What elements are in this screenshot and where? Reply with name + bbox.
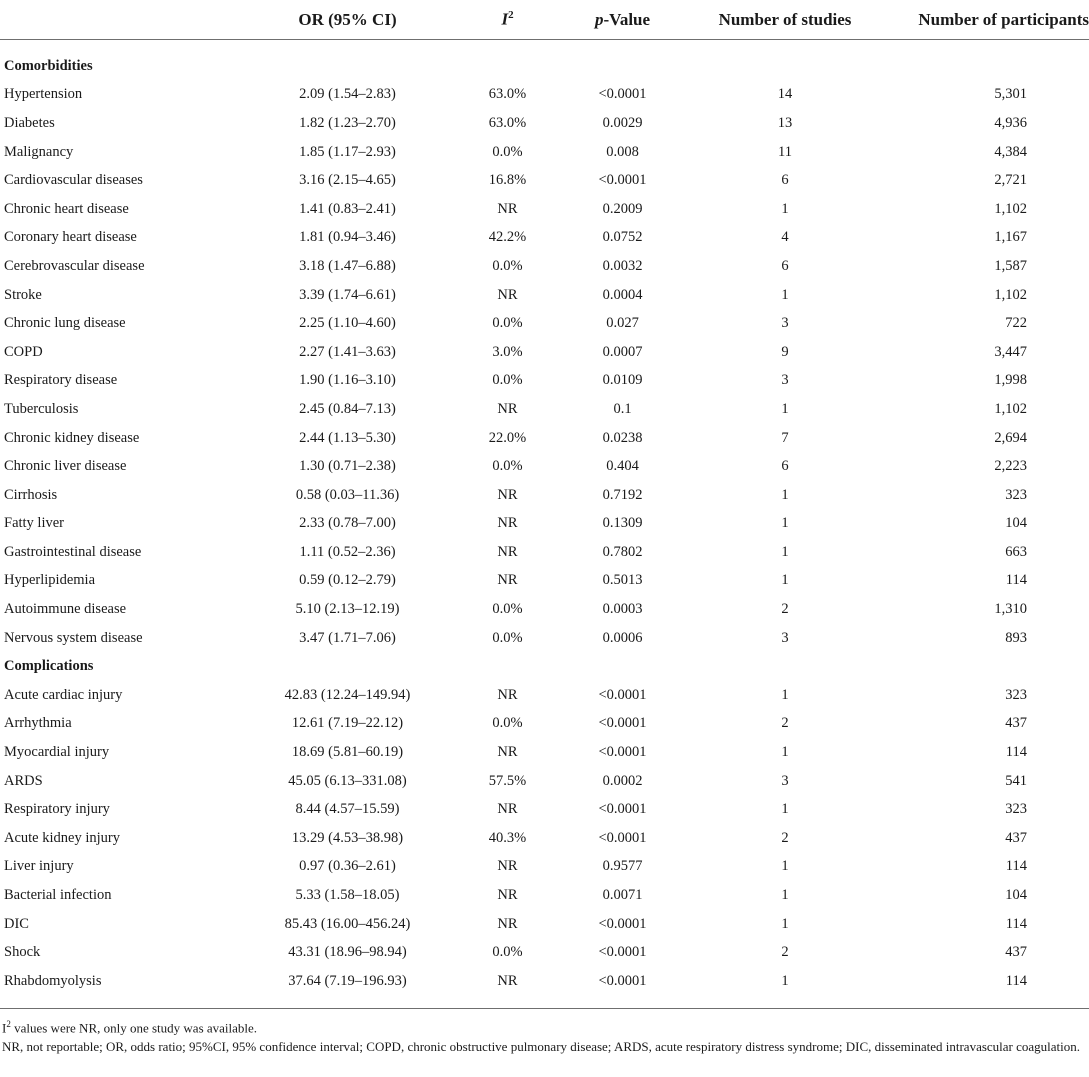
- p-value: <0.0001: [598, 715, 647, 732]
- p-value: 0.027: [606, 315, 639, 332]
- i2-value: 0.0%: [492, 715, 523, 732]
- or-value: 18.69 (5.81–60.19): [291, 744, 404, 761]
- table-row: [0, 595, 1089, 624]
- table-header: [0, 0, 1089, 40]
- studies-count: 3: [781, 629, 789, 646]
- footnote-1-text: values were NR, only one study was available.: [10, 1020, 258, 1036]
- i2-value: 0.0%: [492, 143, 523, 160]
- table-row: [0, 624, 1089, 653]
- studies-count: 1: [781, 858, 789, 875]
- studies-count: 1: [781, 972, 789, 989]
- row-label: Respiratory injury: [4, 801, 110, 818]
- p-value: <0.0001: [598, 744, 647, 761]
- header-p-suffix: -Value: [603, 9, 651, 29]
- p-value: 0.0002: [602, 772, 643, 789]
- i2-value: 0.0%: [492, 601, 523, 618]
- participants-count: 1,998: [994, 372, 1027, 389]
- studies-count: 11: [778, 143, 792, 160]
- i2-value: NR: [497, 801, 518, 818]
- participants-count: 663: [1005, 543, 1027, 560]
- participants-count: 437: [1005, 944, 1027, 961]
- row-label: Tuberculosis: [4, 400, 79, 417]
- header-participants: Number of participants: [890, 0, 1089, 40]
- row-label: Respiratory disease: [4, 372, 118, 389]
- row-label: Liver injury: [4, 858, 74, 875]
- i2-value: 0.0%: [492, 372, 523, 389]
- header-or: OR (95% CI): [205, 0, 450, 40]
- or-value: 2.33 (0.78–7.00): [299, 515, 396, 532]
- table-row: [0, 281, 1089, 310]
- studies-count: 4: [781, 229, 789, 246]
- or-value: 1.41 (0.83–2.41): [299, 200, 396, 217]
- footnote-1: [2, 1015, 1089, 1037]
- table-body: [0, 40, 1089, 996]
- i2-value: 63.0%: [488, 86, 527, 103]
- row-label: Acute cardiac injury: [4, 686, 123, 703]
- table-row: [0, 738, 1089, 767]
- table-row: [0, 338, 1089, 367]
- i2-value: NR: [497, 286, 518, 303]
- participants-count: 104: [1005, 887, 1027, 904]
- or-value: 0.58 (0.03–11.36): [295, 486, 400, 503]
- i2-value: NR: [497, 515, 518, 532]
- studies-count: 2: [781, 944, 789, 961]
- studies-count: 6: [781, 458, 789, 475]
- section-title: Comorbidities: [4, 57, 93, 74]
- participants-count: 2,694: [994, 429, 1027, 446]
- studies-count: 6: [781, 257, 789, 274]
- row-label: Cerebrovascular disease: [4, 257, 145, 274]
- i2-value: 57.5%: [488, 772, 527, 789]
- studies-count: 1: [781, 200, 789, 217]
- studies-count: 1: [781, 915, 789, 932]
- or-value: 3.39 (1.74–6.61): [299, 286, 396, 303]
- table-row: [0, 395, 1089, 424]
- or-value: 2.09 (1.54–2.83): [299, 86, 396, 103]
- or-value: 2.45 (0.84–7.13): [299, 400, 396, 417]
- p-value: 0.5013: [602, 572, 643, 589]
- header-studies: Number of studies: [680, 0, 890, 40]
- i2-value: NR: [497, 486, 518, 503]
- p-value: 0.0032: [602, 257, 643, 274]
- p-value: 0.0071: [602, 887, 643, 904]
- row-label: Rhabdomyolysis: [4, 972, 102, 989]
- participants-count: 2,721: [994, 172, 1027, 189]
- participants-count: 1,102: [994, 200, 1027, 217]
- or-value: 3.18 (1.47–6.88): [299, 257, 396, 274]
- or-value: 1.30 (0.71–2.38): [299, 458, 396, 475]
- p-value: <0.0001: [598, 686, 647, 703]
- p-value: <0.0001: [598, 915, 647, 932]
- table-row: [0, 195, 1089, 224]
- i2-value: NR: [497, 200, 518, 217]
- table-row: [0, 367, 1089, 396]
- or-value: 1.90 (1.16–3.10): [299, 372, 396, 389]
- or-value: 43.31 (18.96–98.94): [288, 944, 407, 961]
- participants-count: 722: [1005, 315, 1027, 332]
- table-row: [0, 938, 1089, 967]
- i2-value: NR: [497, 400, 518, 417]
- i2-value: 0.0%: [492, 315, 523, 332]
- table-row: [0, 881, 1089, 910]
- participants-count: 1,102: [994, 286, 1027, 303]
- participants-count: 1,310: [994, 601, 1027, 618]
- i2-value: 0.0%: [492, 458, 523, 475]
- p-value: 0.0007: [602, 343, 643, 360]
- row-label: Gastrointestinal disease: [4, 543, 142, 560]
- participants-count: 323: [1005, 486, 1027, 503]
- bottom-rule: [0, 1008, 1089, 1009]
- or-value: 45.05 (6.13–331.08): [288, 772, 407, 789]
- row-label: Malignancy: [4, 143, 74, 160]
- participants-count: 437: [1005, 829, 1027, 846]
- table-row: [0, 252, 1089, 281]
- section-header-complications: [0, 652, 1089, 681]
- row-label: Acute kidney injury: [4, 829, 120, 846]
- footnote-2: NR, not reportable; OR, odds ratio; 95%CI, 95% confidence interval; COPD, chronic obstructive pulmonary disease; ARDS, acute respiratory distress syndrome; DIC, disseminated intravascular coagulation.: [2, 1039, 1081, 1055]
- participants-count: 114: [1005, 915, 1027, 932]
- table-row: [0, 166, 1089, 195]
- participants-count: 437: [1005, 715, 1027, 732]
- table-row: [0, 424, 1089, 453]
- p-value: 0.0006: [602, 629, 643, 646]
- header-i2-sup: 2: [508, 9, 514, 22]
- footnote-1-base: I: [2, 1020, 7, 1036]
- participants-count: 3,447: [994, 343, 1027, 360]
- section-title: Complications: [4, 658, 94, 675]
- table-row: [0, 481, 1089, 510]
- studies-count: 3: [781, 372, 789, 389]
- participants-count: 1,102: [994, 400, 1027, 417]
- p-value: <0.0001: [598, 972, 647, 989]
- or-value: 3.16 (2.15–4.65): [299, 172, 396, 189]
- p-value: <0.0001: [598, 86, 647, 103]
- i2-value: 22.0%: [488, 429, 527, 446]
- i2-value: 0.0%: [492, 944, 523, 961]
- row-label: Hyperlipidemia: [4, 572, 96, 589]
- header-i2-base: I: [501, 9, 509, 29]
- studies-count: 1: [781, 686, 789, 703]
- or-value: 0.97 (0.36–2.61): [299, 858, 396, 875]
- p-value: 0.7192: [602, 486, 643, 503]
- p-value: 0.0752: [602, 229, 643, 246]
- row-label: Fatty liver: [4, 515, 65, 532]
- table-row: [0, 681, 1089, 710]
- p-value: <0.0001: [598, 829, 647, 846]
- p-value: 0.0003: [602, 601, 643, 618]
- p-value: 0.1: [613, 400, 632, 417]
- table-row: [0, 967, 1089, 996]
- p-value: <0.0001: [598, 944, 647, 961]
- i2-value: NR: [497, 915, 518, 932]
- table-row: [0, 853, 1089, 882]
- section-header-comorbidities: [0, 40, 1089, 81]
- participants-count: 114: [1005, 972, 1027, 989]
- studies-count: 1: [781, 744, 789, 761]
- row-label: COPD: [4, 343, 43, 360]
- studies-count: 2: [781, 715, 789, 732]
- or-value: 1.82 (1.23–2.70): [299, 114, 396, 131]
- participants-count: 893: [1005, 629, 1027, 646]
- studies-count: 1: [781, 515, 789, 532]
- or-value: 5.33 (1.58–18.05): [295, 887, 400, 904]
- or-value: 42.83 (12.24–149.94): [284, 686, 411, 703]
- table-row: [0, 538, 1089, 567]
- row-label: Autoimmune disease: [4, 601, 127, 618]
- row-label: ARDS: [4, 772, 43, 789]
- participants-count: 114: [1005, 744, 1027, 761]
- i2-value: NR: [497, 858, 518, 875]
- i2-value: NR: [497, 572, 518, 589]
- studies-count: 9: [781, 343, 789, 360]
- table-row: [0, 452, 1089, 481]
- table-row: [0, 81, 1089, 110]
- studies-count: 3: [781, 772, 789, 789]
- studies-count: 13: [777, 114, 793, 131]
- i2-value: NR: [497, 887, 518, 904]
- table-row: [0, 138, 1089, 167]
- or-value: 12.61 (7.19–22.12): [291, 715, 404, 732]
- studies-count: 1: [781, 543, 789, 560]
- participants-count: 4,936: [994, 114, 1027, 131]
- row-label: DIC: [4, 915, 29, 932]
- studies-count: 1: [781, 572, 789, 589]
- or-value: 8.44 (4.57–15.59): [295, 801, 400, 818]
- participants-count: 4,384: [994, 143, 1027, 160]
- or-value: 85.43 (16.00–456.24): [284, 915, 411, 932]
- p-value: 0.008: [606, 143, 639, 160]
- p-value: 0.404: [606, 458, 639, 475]
- i2-value: NR: [497, 686, 518, 703]
- or-value: 3.47 (1.71–7.06): [299, 629, 396, 646]
- i2-value: 0.0%: [492, 629, 523, 646]
- table-row: [0, 224, 1089, 253]
- participants-count: 323: [1005, 686, 1027, 703]
- p-value: 0.0004: [602, 286, 643, 303]
- i2-value: 3.0%: [492, 343, 523, 360]
- row-label: Myocardial injury: [4, 744, 110, 761]
- studies-count: 2: [781, 829, 789, 846]
- table-row: [0, 109, 1089, 138]
- or-value: 37.64 (7.19–196.93): [288, 972, 407, 989]
- studies-count: 1: [781, 286, 789, 303]
- i2-value: NR: [497, 972, 518, 989]
- table-row: [0, 309, 1089, 338]
- p-value: <0.0001: [598, 172, 647, 189]
- table-row: [0, 510, 1089, 539]
- or-value: 2.27 (1.41–3.63): [299, 343, 396, 360]
- participants-count: 5,301: [994, 86, 1027, 103]
- or-value: 0.59 (0.12–2.79): [299, 572, 396, 589]
- studies-count: 2: [781, 601, 789, 618]
- table-row: [0, 710, 1089, 739]
- i2-value: 42.2%: [488, 229, 527, 246]
- or-value: 1.11 (0.52–2.36): [299, 543, 396, 560]
- p-value: 0.7802: [602, 543, 643, 560]
- or-value: 5.10 (2.13–12.19): [295, 601, 400, 618]
- i2-value: 16.8%: [488, 172, 527, 189]
- header-i2: [450, 0, 565, 40]
- row-label: Chronic kidney disease: [4, 429, 140, 446]
- row-label: Chronic liver disease: [4, 458, 127, 475]
- participants-count: 1,167: [994, 229, 1027, 246]
- studies-count: 1: [781, 801, 789, 818]
- table-row: [0, 567, 1089, 596]
- p-value: 0.9577: [602, 858, 643, 875]
- header-label-column: [0, 0, 205, 40]
- row-label: Cirrhosis: [4, 486, 58, 503]
- participants-count: 104: [1005, 515, 1027, 532]
- header-p-value: [565, 0, 680, 40]
- participants-count: 541: [1005, 772, 1027, 789]
- p-value: 0.2009: [602, 200, 643, 217]
- or-value: 2.44 (1.13–5.30): [299, 429, 396, 446]
- footnote-1-sup: 2: [6, 1019, 11, 1029]
- i2-value: 40.3%: [488, 829, 527, 846]
- participants-count: 114: [1005, 572, 1027, 589]
- row-label: Stroke: [4, 286, 42, 303]
- p-value: 0.0109: [602, 372, 643, 389]
- p-value: 0.0238: [602, 429, 643, 446]
- row-label: Coronary heart disease: [4, 229, 137, 246]
- row-label: Nervous system disease: [4, 629, 143, 646]
- row-label: Chronic lung disease: [4, 315, 126, 332]
- or-value: 1.81 (0.94–3.46): [299, 229, 396, 246]
- row-label: Shock: [4, 944, 41, 961]
- row-label: Bacterial infection: [4, 887, 112, 904]
- table-row: [0, 824, 1089, 853]
- p-value: 0.1309: [602, 515, 643, 532]
- studies-count: 1: [781, 887, 789, 904]
- studies-count: 3: [781, 315, 789, 332]
- table-row: [0, 795, 1089, 824]
- i2-value: NR: [497, 543, 518, 560]
- table-row: [0, 910, 1089, 939]
- studies-count: 1: [781, 400, 789, 417]
- studies-count: 7: [781, 429, 789, 446]
- studies-count: 1: [781, 486, 789, 503]
- participants-count: 323: [1005, 801, 1027, 818]
- studies-count: 6: [781, 172, 789, 189]
- table-row: [0, 767, 1089, 796]
- row-label: Arrhythmia: [4, 715, 72, 732]
- participants-count: 2,223: [994, 458, 1027, 475]
- i2-value: NR: [497, 744, 518, 761]
- p-value: <0.0001: [598, 801, 647, 818]
- participants-count: 114: [1005, 858, 1027, 875]
- or-value: 1.85 (1.17–2.93): [299, 143, 396, 160]
- i2-value: 0.0%: [492, 257, 523, 274]
- or-value: 2.25 (1.10–4.60): [299, 315, 396, 332]
- studies-count: 14: [777, 86, 793, 103]
- row-label: Chronic heart disease: [4, 200, 129, 217]
- row-label: Cardiovascular diseases: [4, 172, 143, 189]
- i2-value: 63.0%: [488, 114, 527, 131]
- row-label: Hypertension: [4, 86, 83, 103]
- footnotes: [2, 1015, 1089, 1056]
- row-label: Diabetes: [4, 114, 55, 131]
- p-value: 0.0029: [602, 114, 643, 131]
- participants-count: 1,587: [994, 257, 1027, 274]
- header-p-prefix: p: [594, 9, 604, 29]
- or-value: 13.29 (4.53–38.98): [291, 829, 404, 846]
